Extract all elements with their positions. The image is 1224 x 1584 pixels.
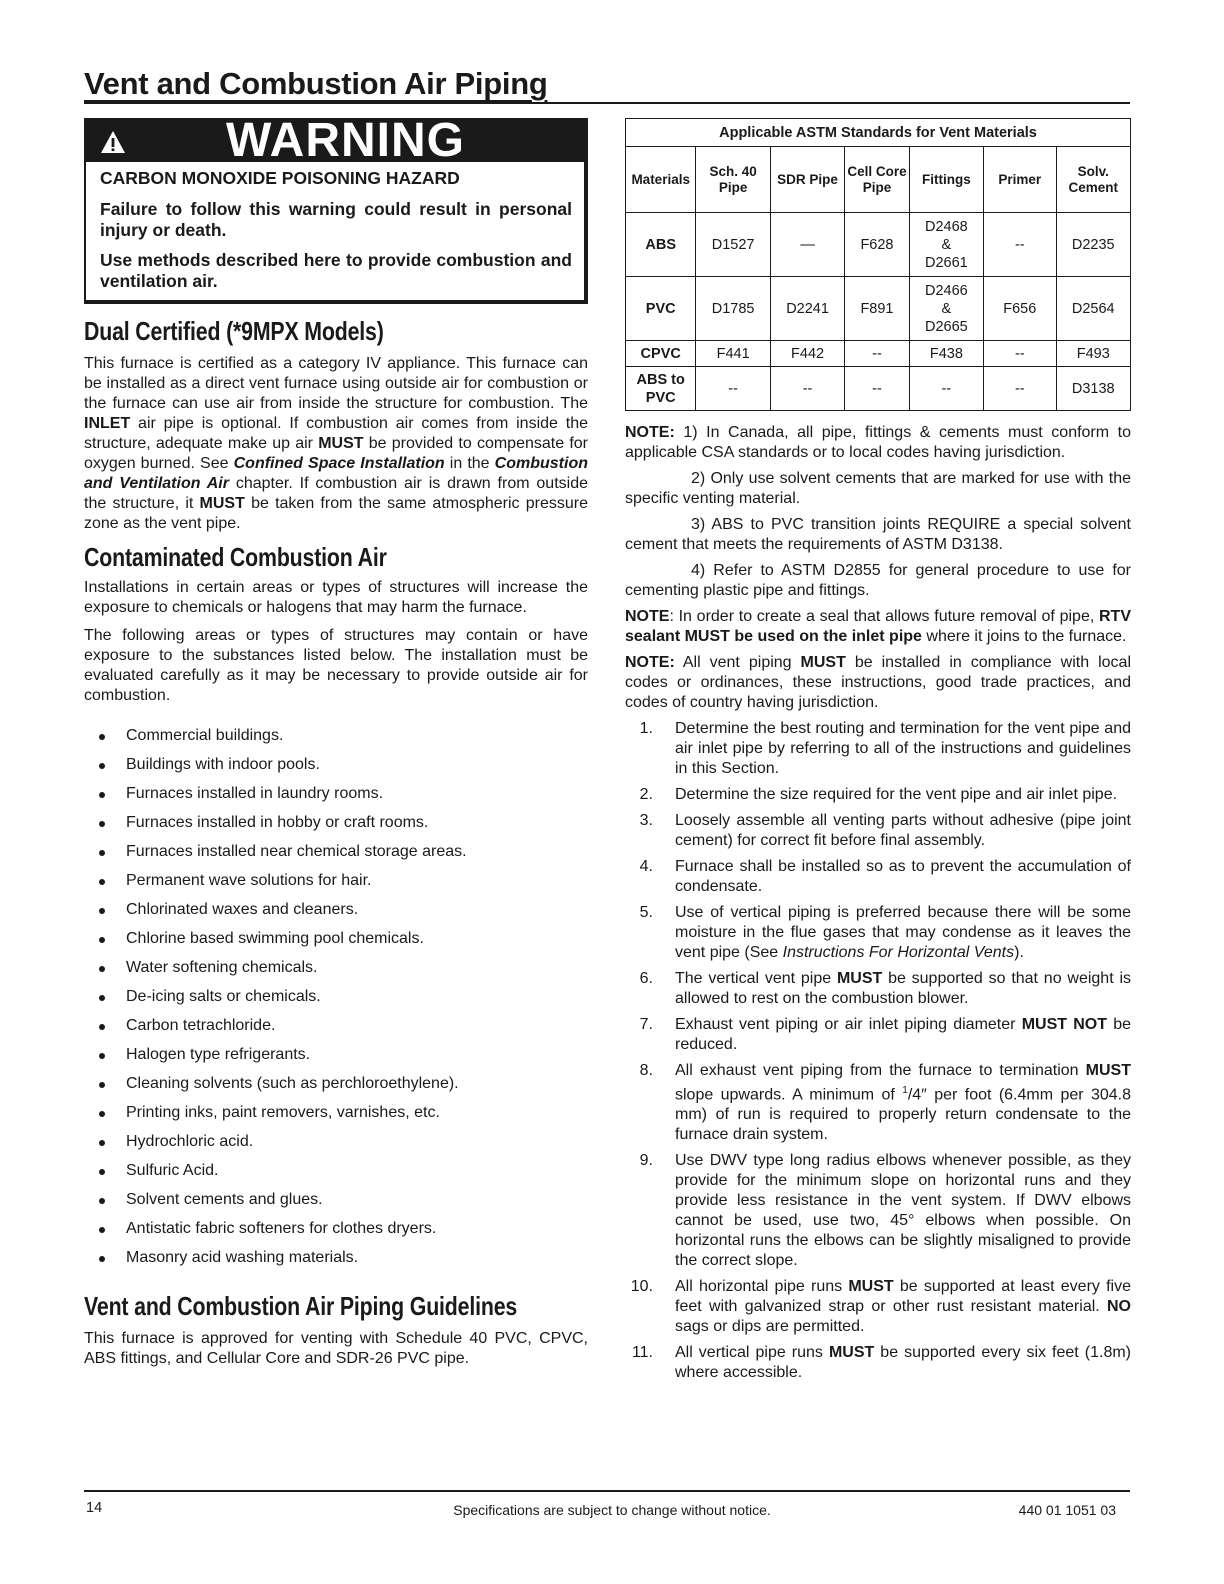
bullet-icon	[99, 850, 105, 856]
right-column	[625, 118, 1131, 1383]
warning-hazard: CARBON MONOXIDE POISONING HAZARD	[100, 168, 460, 188]
warning-body	[86, 162, 584, 300]
list-item: Cleaning solvents (such as perchloroethylene).	[84, 1074, 588, 1103]
cell-sch40: D1785	[696, 277, 770, 341]
contaminant-list	[84, 726, 588, 1277]
step-item: 2. Determine the size required for the vent pipe and air inlet pipe.	[639, 786, 1118, 803]
list-item: Sulfuric Acid.	[84, 1161, 588, 1190]
cell-sch40: D1527	[696, 213, 770, 277]
footer-doc-code: 440 01 1051 03	[1018, 1502, 1116, 1518]
note-all-vent: NOTE: All vent piping MUST be installed in compliance with local codes or ordinances, these instructions, good trade practices, and codes of country having jurisdiction.	[625, 654, 1131, 711]
bullet-icon	[99, 734, 105, 740]
contaminated-heading: Contaminated Combustion Air	[84, 542, 387, 572]
col-header-sch40: Sch. 40 Pipe	[696, 147, 770, 213]
step-item: 6. The vertical vent pipe MUST be supported so that no weight is allowed to rest on the combustion blower.	[639, 970, 1131, 1007]
col-header-sdr: SDR Pipe	[770, 147, 844, 213]
cell-cell-core: --	[845, 367, 909, 411]
cell-material: PVC	[626, 277, 696, 341]
dual-certified-heading: Dual Certified (*9MPX Models)	[84, 316, 384, 346]
warning-line-1: Failure to follow this warning could result in personal injury or death.	[100, 199, 572, 240]
bullet-icon	[99, 1140, 105, 1146]
guidelines-heading: Vent and Combustion Air Piping Guidelines	[84, 1291, 518, 1321]
bullet-icon	[99, 1256, 105, 1262]
table-row	[626, 341, 1131, 367]
bullet-icon	[99, 995, 105, 1001]
cell-cement: D3138	[1056, 367, 1130, 411]
table-row	[626, 213, 1131, 277]
dual-certified-paragraph: This furnace is certified as a category IV appliance. This furnace can be installed as a direct vent furnace using outside air for combustion or the furnace can use air from inside the structure for combustion. The INLET air pipe is optional. If combustion air comes from inside the structure, adequate make up air MUST be provided to compensate for oxygen burned. See Confined Space Installation in the Combustion and Ventilation Air chapter. If combustion air is drawn from outside the structure, it MUST be taken from the same atmospheric pressure zone as the vent pipe.	[84, 355, 588, 532]
bullet-icon	[99, 879, 105, 885]
step-item: 4. Furnace shall be installed so as to prevent the accumulation of condensate.	[639, 858, 1131, 895]
footer-page-number: 14	[86, 1500, 103, 1516]
warning-triangle-icon	[100, 130, 126, 154]
page-title-bar	[84, 64, 1130, 104]
bullet-icon	[99, 1053, 105, 1059]
guidelines-paragraph: This furnace is approved for venting with Schedule 40 PVC, CPVC, ABS fittings, and Cellular Core and SDR-26 PVC pipe.	[84, 1330, 588, 1367]
note-1: NOTE: 1) In Canada, all pipe, fittings & cements must conform to applicable CSA standards or to local codes having jurisdiction.	[625, 424, 1131, 461]
list-item: Furnaces installed in laundry rooms.	[84, 784, 588, 813]
cell-material: ABS	[626, 213, 696, 277]
step-item: 3. Loosely assemble all venting parts without adhesive (pipe joint cement) for correct fit before final assembly.	[639, 812, 1131, 849]
bullet-icon	[99, 1024, 105, 1030]
cell-fittings: F438	[909, 341, 983, 367]
table-header-row	[626, 147, 1131, 213]
list-item: Chlorinated waxes and cleaners.	[84, 900, 588, 929]
list-item: Hydrochloric acid.	[84, 1132, 588, 1161]
col-header-primer: Primer	[984, 147, 1056, 213]
cell-sdr: —	[770, 213, 844, 277]
list-item: Solvent cements and glues.	[84, 1190, 588, 1219]
list-item: Water softening chemicals.	[84, 958, 588, 987]
footer-notice: Specifications are subject to change without notice.	[453, 1502, 771, 1518]
step-item: 9. Use DWV type long radius elbows whenever possible, as they provide for the minimum slope on horizontal runs and they provide less resistance in the vent system. If DWV elbows cannot be used, use two, 45° elbows when possible. On horizontal runs the elbows can be slightly misaligned to provide the correct slope.	[639, 1152, 1131, 1270]
note-4: 4) Refer to ASTM D2855 for general procedure to use for cementing plastic pipe and fittings.	[625, 562, 1131, 599]
warning-word: WARNING	[226, 114, 465, 167]
contaminated-paragraph-2: The following areas or types of structures may contain or have exposure to the substances listed below. The installation must be evaluated carefully as it may be necessary to provide outside air for combustion.	[84, 627, 588, 704]
bullet-icon	[99, 821, 105, 827]
note-3: 3) ABS to PVC transition joints REQUIRE a special solvent cement that meets the requirements of ASTM D3138.	[625, 516, 1131, 553]
cell-cement: F493	[1056, 341, 1130, 367]
cell-sdr: F442	[770, 341, 844, 367]
list-item: Furnaces installed in hobby or craft rooms.	[84, 813, 588, 842]
cell-cement: D2235	[1056, 213, 1130, 277]
bullet-icon	[99, 792, 105, 798]
bullet-icon	[99, 1227, 105, 1233]
cell-cell-core: F891	[845, 277, 909, 341]
bullet-icon	[99, 1111, 105, 1117]
cell-material: CPVC	[626, 341, 696, 367]
col-header-cell-core: Cell Core Pipe	[845, 147, 909, 213]
table-row	[626, 367, 1131, 411]
cell-sch40: F441	[696, 341, 770, 367]
table-row	[626, 277, 1131, 341]
cell-primer: F656	[984, 277, 1056, 341]
cell-cell-core: --	[845, 341, 909, 367]
bullet-icon	[99, 937, 105, 943]
contaminated-paragraph-1: Installations in certain areas or types of structures will increase the exposure to chemicals or halogens that may harm the furnace.	[84, 579, 588, 616]
page-title: Vent and Combustion Air Piping	[84, 66, 548, 101]
warning-header	[86, 114, 584, 167]
cell-primer: --	[984, 367, 1056, 411]
list-item: Carbon tetrachloride.	[84, 1016, 588, 1045]
list-item: Masonry acid washing materials.	[84, 1248, 588, 1277]
cell-fittings: D2466 & D2665	[909, 277, 983, 341]
cell-fittings: --	[909, 367, 983, 411]
list-item: Printing inks, paint removers, varnishes, etc.	[84, 1103, 588, 1132]
col-header-solv-cement: Solv. Cement	[1056, 147, 1130, 213]
left-column	[84, 114, 588, 1369]
list-item: Furnaces installed near chemical storage areas.	[84, 842, 588, 871]
cell-cell-core: F628	[845, 213, 909, 277]
bullet-icon	[99, 763, 105, 769]
step-item: 7. Exhaust vent piping or air inlet piping diameter MUST NOT be reduced.	[639, 1016, 1131, 1053]
step-item: 10. All horizontal pipe runs MUST be supported at least every five feet with galvanized strap or other rust resistant material. NO sags or dips are permitted.	[630, 1278, 1132, 1336]
col-header-fittings: Fittings	[909, 147, 983, 213]
bullet-icon	[99, 1082, 105, 1088]
note-2: 2) Only use solvent cements that are marked for use with the specific venting material.	[625, 470, 1131, 507]
guideline-steps	[625, 719, 1131, 1383]
cell-material: ABS to PVC	[626, 367, 696, 411]
cell-sdr: --	[770, 367, 844, 411]
list-item: De-icing salts or chemicals.	[84, 987, 588, 1016]
bullet-icon	[99, 966, 105, 972]
cell-sdr: D2241	[770, 277, 844, 341]
step-item: 1. Determine the best routing and termination for the vent pipe and air inlet pipe by referring to all of the instructions and guidelines in this Section.	[639, 720, 1131, 777]
step-item: 11. All vertical pipe runs MUST be supported every six feet (1.8m) where accessible.	[631, 1344, 1131, 1382]
bullet-icon	[99, 908, 105, 914]
footer-rule	[84, 1490, 1130, 1492]
list-item: Halogen type refrigerants.	[84, 1045, 588, 1074]
notes-section	[625, 423, 1131, 713]
warning-line-2: Use methods described here to provide combustion and ventilation air.	[100, 250, 572, 291]
cell-primer: --	[984, 213, 1056, 277]
list-item: Permanent wave solutions for hair.	[84, 871, 588, 900]
list-item: Chlorine based swimming pool chemicals.	[84, 929, 588, 958]
table-caption: Applicable ASTM Standards for Vent Materials	[626, 119, 1131, 147]
col-header-materials: Materials	[626, 147, 696, 213]
warning-box	[84, 114, 588, 304]
list-item: Buildings with indoor pools.	[84, 755, 588, 784]
bullet-icon	[99, 1169, 105, 1175]
step-item: 5. Use of vertical piping is preferred because there will be some moisture in the flue gases that may condense as it leaves the vent pipe (See Instructions For Horizontal Vents).	[639, 904, 1131, 961]
cell-sch40: --	[696, 367, 770, 411]
bullet-icon	[99, 1198, 105, 1204]
cell-primer: --	[984, 341, 1056, 367]
step-item: 8. All exhaust vent piping from the furnace to termination MUST slope upwards. A minimum of $^1$/4″ per foot (6.4mm per 304.8 mm) of run is required to properly return condensate to the furnace drain system.	[639, 1062, 1131, 1144]
note-rtv: NOTE: In order to create a seal that allows future removal of pipe, RTV sealant MUST be used on the inlet pipe where it joins to the furnace.	[625, 608, 1131, 645]
astm-standards-table	[625, 118, 1131, 411]
cell-cement: D2564	[1056, 277, 1130, 341]
list-item: Antistatic fabric softeners for clothes dryers.	[84, 1219, 588, 1248]
list-item: Commercial buildings.	[84, 726, 588, 755]
cell-fittings: D2468 & D2661	[909, 213, 983, 277]
